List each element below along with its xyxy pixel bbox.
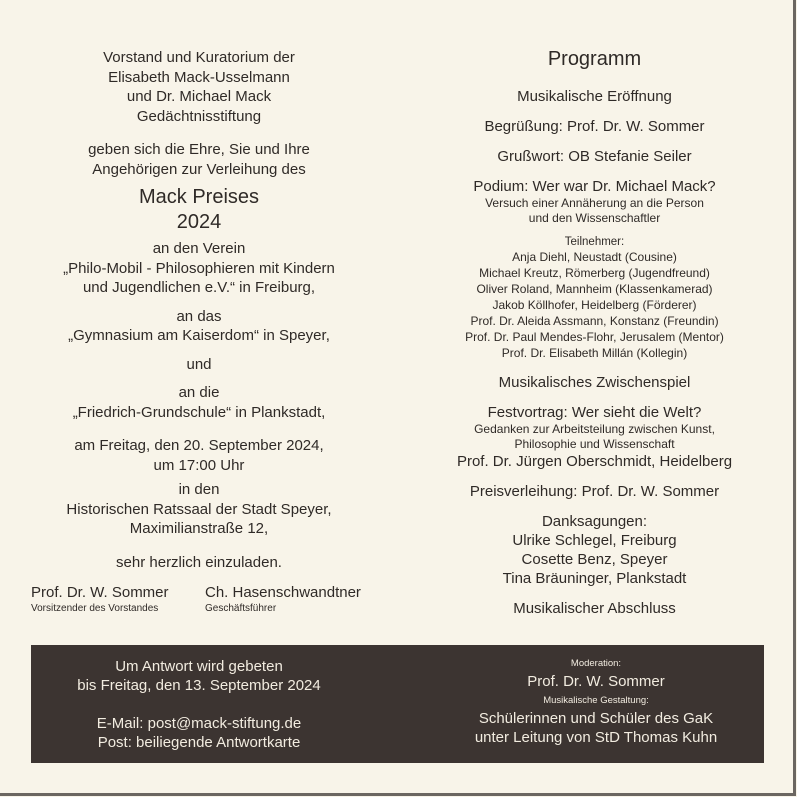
signatory-name: Prof. Dr. W. Sommer	[31, 584, 169, 601]
podium-subtitle: Versuch einer Annäherung an die Person	[485, 196, 704, 210]
thanks-person: Cosette Benz, Speyer	[521, 551, 668, 568]
signatory-name: Ch. Hasenschwandtner	[205, 584, 361, 601]
date-line: am Freitag, den 20. September 2024,	[74, 437, 324, 454]
recipient-line: „Gymnasium am Kaiserdom“ in Speyer,	[68, 327, 330, 344]
recipient-line: „Friedrich-Grundschule“ in Plankstadt,	[72, 403, 326, 421]
signatory-role: Geschäftsführer	[205, 603, 277, 614]
music-label: Musikalische Gestaltung:	[543, 695, 649, 706]
participant: Jakob Köllhofer, Heidelberg (Förderer)	[492, 298, 697, 312]
venue-line: Maximilianstraße 12,	[129, 520, 269, 537]
prize-year: 2024	[176, 211, 222, 233]
program-item-thanks	[433, 512, 756, 588]
recipient-1	[40, 239, 358, 298]
podium-subtitle: und den Wissenschaftler	[528, 211, 661, 225]
credits	[413, 658, 779, 747]
invitation-text	[40, 48, 358, 572]
rsvp-deadline: bis Freitag, den 13. September 2024	[77, 677, 321, 694]
intro-line: geben sich die Ehre, Sie und Ihre	[88, 141, 310, 158]
event-venue	[40, 480, 358, 539]
program-item-finale: Musikalischer Abschluss	[513, 600, 676, 617]
recipient-2	[40, 307, 358, 346]
intro-line: Angehörigen zur Verleihung des	[92, 160, 306, 178]
recipient-line: an die	[178, 384, 220, 401]
program-item-greeting: Grußwort: OB Stefanie Seiler	[497, 148, 692, 165]
program-item-award: Preisverleihung: Prof. Dr. W. Sommer	[469, 483, 720, 500]
recipient-line: an den Verein	[152, 240, 246, 257]
closing-line: sehr herzlich einzuladen.	[116, 553, 282, 571]
participant: Oliver Roland, Mannheim (Klassenkamerad)	[476, 282, 713, 296]
moderation-name: Prof. Dr. W. Sommer	[527, 673, 665, 690]
recipient-line: und Jugendlichen e.V.“ in Freiburg,	[82, 279, 316, 296]
footer-band	[31, 645, 764, 763]
music-line: Schülerinnen und Schüler des GaK	[478, 710, 714, 727]
recipient-3	[40, 383, 358, 422]
participants-list	[433, 249, 756, 361]
prize-name: Mack Preises	[138, 186, 260, 208]
recipient-line: „Philo-Mobil - Philosophieren mit Kindern	[63, 259, 335, 277]
hosts-line: und Dr. Michael Mack	[126, 88, 272, 105]
participants-label: Teilnehmer:	[564, 236, 625, 248]
participant: Anja Diehl, Neustadt (Cousine)	[512, 250, 677, 264]
recipient-line: an das	[176, 307, 222, 325]
rsvp-info	[31, 657, 367, 752]
contact-email: E-Mail: post@mack-stiftung.de	[96, 715, 302, 732]
signatory-chair	[31, 584, 169, 615]
hosts-line: Vorstand und Kuratorium der	[103, 49, 295, 66]
program-item-lecture: Festvortrag: Wer sieht die Welt?	[487, 404, 702, 421]
lecture-subtitle: Philosophie und Wissenschaft	[514, 437, 675, 451]
lecture-subtitle: Gedanken zur Arbeitsteilung zwischen Kunst,	[474, 422, 715, 436]
thanks-person: Tina Bräuninger, Plankstadt	[502, 570, 687, 587]
signatory-role: Vorsitzender des Vorstandes	[31, 603, 159, 614]
hosts-line: Gedächtnisstiftung	[136, 107, 262, 125]
music-line: unter Leitung von StD Thomas Kuhn	[474, 729, 718, 746]
thanks-person: Ulrike Schlegel, Freiburg	[512, 532, 677, 549]
hosts-line: Elisabeth Mack-Usselmann	[108, 68, 290, 86]
hosts	[40, 48, 358, 126]
program-item-interlude: Musikalisches Zwischenspiel	[498, 374, 691, 391]
conjunction: und	[186, 355, 212, 373]
participant: Prof. Dr. Elisabeth Millán (Kollegin)	[501, 346, 688, 360]
program-item-podium: Podium: Wer war Dr. Michael Mack?	[473, 178, 716, 195]
participant: Michael Kreutz, Römerberg (Jugendfreund)	[479, 266, 710, 280]
venue-line: in den	[178, 481, 220, 498]
program	[433, 46, 756, 618]
contact-post: Post: beiliegende Antwortkarte	[97, 734, 301, 751]
event-date	[40, 436, 358, 475]
participant: Prof. Dr. Aleida Assmann, Konstanz (Freundin)	[470, 314, 719, 328]
signatory-manager	[205, 584, 361, 615]
time-line: um 17:00 Uhr	[153, 456, 245, 474]
lecture-speaker: Prof. Dr. Jürgen Oberschmidt, Heidelberg	[456, 453, 733, 470]
program-item-opening: Musikalische Eröffnung	[517, 88, 672, 105]
rsvp-line: Um Antwort wird gebeten	[115, 658, 283, 675]
venue-line: Historischen Ratssaal der Stadt Speyer,	[66, 500, 332, 518]
thanks-label: Danksagungen:	[541, 513, 648, 530]
participant: Prof. Dr. Paul Mendes-Flohr, Jerusalem (Mentor)	[465, 330, 724, 344]
prize-title	[40, 185, 358, 235]
program-item-welcome: Begrüßung: Prof. Dr. W. Sommer	[484, 118, 705, 135]
moderation-label: Moderation:	[570, 658, 622, 669]
program-title: Programm	[547, 48, 642, 70]
intro	[40, 140, 358, 179]
